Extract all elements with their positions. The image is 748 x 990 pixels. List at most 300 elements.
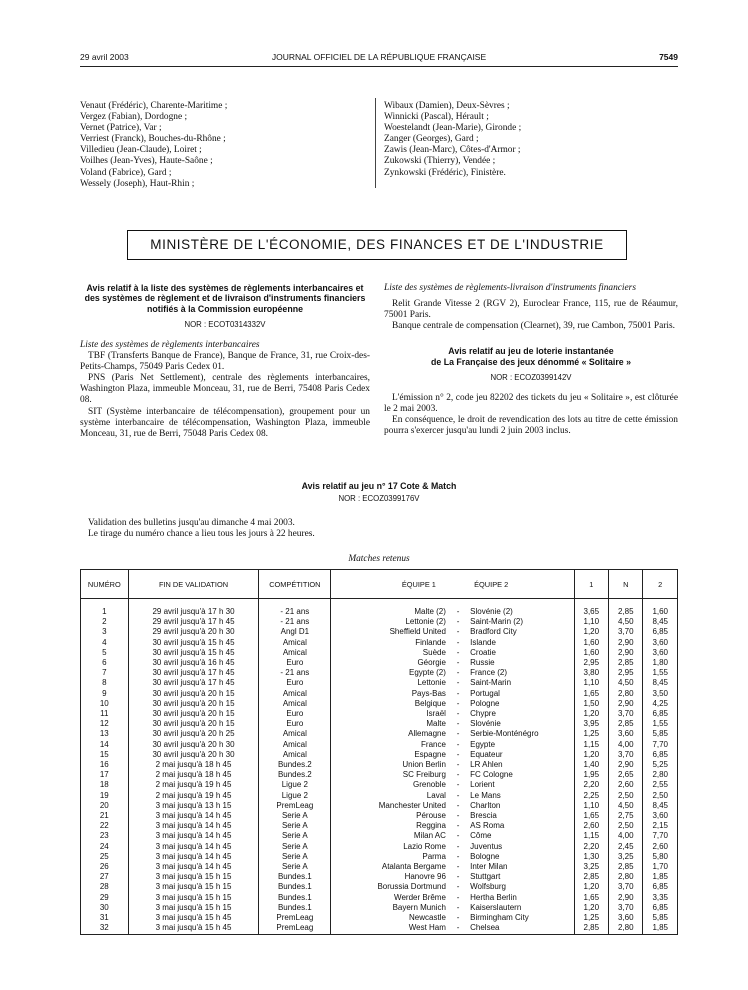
validation-deadline: 3 mai jusqu'à 15 h 15	[128, 882, 259, 892]
matches-caption: Matches retenus	[348, 554, 410, 564]
competition: Bundes.1	[259, 903, 331, 913]
validation-deadline: 3 mai jusqu'à 15 h 15	[128, 872, 259, 882]
table-row	[81, 791, 678, 801]
team-separator: -	[456, 892, 460, 902]
team-separator: -	[456, 800, 460, 810]
avis2-paragraph: L'émission n° 2, code jeu 82202 des tickets du jeu « Solitaire », est clôturée le 2 mai 2003.	[384, 393, 678, 415]
odds-1: 1,15	[574, 831, 608, 841]
competition: Serie A	[259, 811, 331, 821]
team-separator: -	[456, 841, 460, 851]
team-2: Equateur	[466, 750, 574, 760]
odds-1: 1,20	[574, 882, 608, 892]
odds-n: 3,70	[609, 903, 643, 913]
odds-n: 2,90	[609, 648, 643, 658]
odds-n: 3,70	[609, 750, 643, 760]
team-separator: -	[456, 607, 460, 616]
odds-2: 1,85	[643, 923, 678, 934]
table-row	[81, 903, 678, 913]
odds-2: 3,35	[643, 893, 678, 903]
avis3-nor: NOR : ECOZ0399176V	[338, 494, 420, 504]
competition: Euro	[259, 658, 331, 668]
page-header	[80, 52, 678, 66]
column-divider	[375, 98, 376, 188]
matches-table	[80, 569, 678, 935]
odds-2: 5,80	[643, 852, 678, 862]
odds-n: 2,85	[609, 658, 643, 668]
competition: Angl D1	[259, 627, 331, 637]
odds-1: 2,60	[574, 821, 608, 831]
avis2-title-line2: de La Française des jeux dénommé « Solitaire »	[431, 356, 631, 367]
validation-deadline: 30 avril jusqu'à 17 h 45	[128, 668, 259, 678]
competition: Amical	[259, 648, 331, 658]
table-row	[81, 872, 678, 882]
header-rule	[80, 66, 678, 67]
team-separator: -	[456, 760, 460, 770]
odds-2: 6,85	[643, 709, 678, 719]
odds-2: 6,85	[643, 903, 678, 913]
table-row	[81, 638, 678, 648]
odds-n: 2,80	[609, 923, 643, 934]
team-2: LR Ahlen	[466, 760, 574, 770]
odds-1: 1,15	[574, 740, 608, 750]
match-number: 19	[81, 791, 129, 801]
match-number: 11	[81, 709, 129, 719]
avis1-paragraph: TBF (Transferts Banque de France), Banque de France, 31, rue Croix-des-Petits-Champs, 75049 Paris Cedex 01.	[80, 351, 370, 373]
odds-1: 2,20	[574, 842, 608, 852]
odds-2: 7,70	[643, 740, 678, 750]
match-number: 13	[81, 729, 129, 739]
names-list-right	[384, 101, 674, 179]
table-row	[81, 882, 678, 892]
team-1: Milan AC	[331, 831, 450, 841]
table-row	[81, 923, 678, 934]
competition: PremLeag	[259, 913, 331, 923]
name-entry: Vernet (Patrice), Var ;	[80, 123, 162, 134]
match-number: 26	[81, 862, 129, 872]
avis2-title-line1: Avis relatif au jeu de loterie instantanée	[448, 346, 614, 357]
competition: Serie A	[259, 862, 331, 872]
match-number: 16	[81, 760, 129, 770]
validation-deadline: 3 mai jusqu'à 14 h 45	[128, 821, 259, 831]
table-row	[81, 780, 678, 790]
table-row	[81, 648, 678, 658]
table-row	[81, 627, 678, 637]
team-separator: -	[456, 872, 460, 882]
odds-n: 2,85	[609, 599, 643, 618]
match-number: 25	[81, 852, 129, 862]
odds-2: 2,15	[643, 821, 678, 831]
validation-deadline: 2 mai jusqu'à 19 h 45	[128, 791, 259, 801]
odds-1: 1,10	[574, 617, 608, 627]
team-separator: -	[456, 637, 460, 647]
validation-deadline: 3 mai jusqu'à 14 h 45	[128, 831, 259, 841]
match-number: 9	[81, 689, 129, 699]
table-row	[81, 658, 678, 668]
odds-2: 1,80	[643, 658, 678, 668]
match-number: 22	[81, 821, 129, 831]
validation-deadline: 2 mai jusqu'à 18 h 45	[128, 770, 259, 780]
team-2: Bradford City	[466, 627, 574, 637]
competition: Euro	[259, 719, 331, 729]
team-1: Reggina	[331, 821, 450, 831]
validation-deadline: 3 mai jusqu'à 14 h 45	[128, 842, 259, 852]
odds-2: 4,25	[643, 699, 678, 709]
odds-1: 3,65	[574, 599, 608, 618]
match-number: 6	[81, 658, 129, 668]
table-row	[81, 831, 678, 841]
odds-1: 1,60	[574, 648, 608, 658]
match-number: 5	[81, 648, 129, 658]
avis3-heading	[80, 481, 678, 503]
validation-deadline: 3 mai jusqu'à 15 h 15	[128, 903, 259, 913]
team-1: Belgique	[331, 699, 450, 709]
avis1-nor: NOR : ECOT0314332V	[184, 319, 266, 329]
validation-deadline: 29 avril jusqu'à 17 h 30	[128, 599, 259, 618]
odds-n: 3,70	[609, 709, 643, 719]
team-separator: -	[456, 821, 460, 831]
validation-deadline: 30 avril jusqu'à 20 h 30	[128, 740, 259, 750]
name-entry: Zukowski (Thierry), Vendée ;	[384, 156, 496, 167]
odds-1: 1,65	[574, 893, 608, 903]
name-entry: Voilhes (Jean-Yves), Haute-Saône ;	[80, 156, 213, 167]
table-row	[81, 852, 678, 862]
validation-deadline: 3 mai jusqu'à 13 h 15	[128, 801, 259, 811]
match-number: 24	[81, 842, 129, 852]
odds-1: 1,20	[574, 709, 608, 719]
validation-deadline: 30 avril jusqu'à 15 h 45	[128, 648, 259, 658]
team-separator: -	[456, 831, 460, 841]
odds-2: 5,85	[643, 729, 678, 739]
match-number: 15	[81, 750, 129, 760]
team-1: Hanovre 96	[331, 872, 450, 882]
team-2: Russie	[466, 658, 574, 668]
table-row	[81, 913, 678, 923]
team-2: Birmingham City	[466, 913, 574, 923]
header-team1: ÉQUIPE 1	[331, 570, 450, 599]
match-number: 28	[81, 882, 129, 892]
team-separator: -	[456, 811, 460, 821]
competition: Amical	[259, 729, 331, 739]
odds-n: 4,00	[609, 831, 643, 841]
table-header-row	[81, 570, 678, 599]
avis1-paragraph: PNS (Paris Net Settlement), centrale des règlements interbancaires, Washington Plaza, immeuble Monceau, 31, rue de Berri, 75408 Paris Cedex 08.	[80, 373, 370, 406]
name-entry: Zawis (Jean-Marc), Côtes-d'Armor ;	[384, 145, 521, 156]
match-number: 4	[81, 638, 129, 648]
team-2: Le Mans	[466, 791, 574, 801]
team-2: Juventus	[466, 842, 574, 852]
team-separator: -	[450, 923, 466, 934]
header-title: JOURNAL OFFICIEL DE LA RÉPUBLIQUE FRANÇAISE	[271, 52, 487, 62]
team-separator: -	[456, 617, 460, 627]
validation-deadline: 30 avril jusqu'à 20 h 15	[128, 709, 259, 719]
odds-1: 3,80	[574, 668, 608, 678]
odds-2: 2,80	[643, 770, 678, 780]
validation-deadline: 29 avril jusqu'à 20 h 30	[128, 627, 259, 637]
team-2: Wolfsburg	[466, 882, 574, 892]
team-1: Bayern Munich	[331, 903, 450, 913]
name-entry: Winnicki (Pascal), Hérault ;	[384, 112, 489, 123]
odds-2: 1,85	[643, 872, 678, 882]
odds-1: 1,95	[574, 770, 608, 780]
odds-n: 2,65	[609, 770, 643, 780]
validation-deadline: 30 avril jusqu'à 20 h 25	[128, 729, 259, 739]
odds-1: 2,85	[574, 872, 608, 882]
table-row	[81, 668, 678, 678]
header-validation: FIN DE VALIDATION	[128, 570, 259, 599]
odds-1: 1,60	[574, 638, 608, 648]
team-1: Laval	[331, 791, 450, 801]
table-row	[81, 617, 678, 627]
competition: PremLeag	[259, 923, 331, 934]
odds-n: 2,85	[609, 862, 643, 872]
odds-1: 1,20	[574, 627, 608, 637]
avis1-right-paragraph: Banque centrale de compensation (Clearnet), 39, rue Cambon, 75001 Paris.	[392, 321, 675, 332]
team-2: Kaiserslautern	[466, 903, 574, 913]
odds-1: 1,30	[574, 852, 608, 862]
match-number: 12	[81, 719, 129, 729]
header-odds-1: 1	[574, 570, 608, 599]
validation-deadline: 30 avril jusqu'à 20 h 30	[128, 750, 259, 760]
match-number: 2	[81, 617, 129, 627]
table-row	[81, 862, 678, 872]
team-2: Chelsea	[466, 923, 574, 934]
competition: - 21 ans	[259, 617, 331, 627]
avis1-right-paragraph: Relit Grande Vitesse 2 (RGV 2), Euroclear France, 115, rue de Réaumur, 75001 Paris.	[384, 299, 678, 321]
odds-n: 2,95	[609, 668, 643, 678]
odds-2: 1,70	[643, 862, 678, 872]
team-1: Espagne	[331, 750, 450, 760]
odds-1: 1,65	[574, 811, 608, 821]
avis2-paragraph: En conséquence, le droit de revendication des lots au titre de cette émission pourra s'exercer jusqu'au lundi 2 juin 2003 inclus.	[384, 415, 678, 437]
team-1: Werder Brême	[331, 893, 450, 903]
validation-deadline: 30 avril jusqu'à 20 h 15	[128, 719, 259, 729]
team-2: Islande	[466, 638, 574, 648]
competition: PremLeag	[259, 801, 331, 811]
odds-2: 2,60	[643, 842, 678, 852]
matches-table-body	[81, 599, 678, 935]
team-2: Brescia	[466, 811, 574, 821]
competition: - 21 ans	[259, 599, 331, 618]
team-1: Lettonie	[331, 678, 450, 688]
team-2: Hertha Berlin	[466, 893, 574, 903]
match-number: 8	[81, 678, 129, 688]
header-odds-n: N	[609, 570, 643, 599]
header-page-number: 7549	[659, 52, 678, 62]
table-row	[81, 770, 678, 780]
validation-deadline: 2 mai jusqu'à 19 h 45	[128, 780, 259, 790]
team-1: Malte	[331, 719, 450, 729]
competition: Amical	[259, 740, 331, 750]
header-team2: ÉQUIPE 2	[466, 570, 574, 599]
name-entry: Villedieu (Jean-Claude), Loiret ;	[80, 145, 202, 156]
odds-2: 2,50	[643, 791, 678, 801]
match-number: 31	[81, 913, 129, 923]
odds-n: 3,70	[609, 627, 643, 637]
odds-n: 3,60	[609, 913, 643, 923]
team-2: Chypre	[466, 709, 574, 719]
odds-2: 3,60	[643, 638, 678, 648]
table-row	[81, 699, 678, 709]
avis3-title: Avis relatif au jeu n° 17 Cote & Match	[301, 481, 457, 491]
team-separator: -	[456, 882, 460, 892]
match-number: 17	[81, 770, 129, 780]
avis1-right-subtitle: Liste des systèmes de règlements-livraison d'instruments financiers	[384, 283, 636, 293]
team-2: Côme	[466, 831, 574, 841]
odds-2: 8,45	[643, 617, 678, 627]
team-1: Lazio Rome	[331, 842, 450, 852]
odds-2: 7,70	[643, 831, 678, 841]
odds-2: 1,55	[643, 719, 678, 729]
name-entry: Zanger (Georges), Gard ;	[384, 134, 479, 145]
name-entry: Wibaux (Damien), Deux-Sèvres ;	[384, 101, 510, 111]
avis3-paragraph: Le tirage du numéro chance a lieu tous les jours à 22 heures.	[88, 529, 315, 540]
odds-n: 3,60	[609, 729, 643, 739]
validation-deadline: 3 mai jusqu'à 14 h 45	[128, 862, 259, 872]
table-row	[81, 709, 678, 719]
odds-1: 2,85	[574, 923, 608, 934]
match-number: 29	[81, 893, 129, 903]
odds-1: 2,20	[574, 780, 608, 790]
team-separator: -	[456, 719, 460, 729]
odds-1: 2,95	[574, 658, 608, 668]
team-1: Allemagne	[331, 729, 450, 739]
competition: Serie A	[259, 831, 331, 841]
table-row	[81, 842, 678, 852]
team-1: Egypte (2)	[331, 668, 450, 678]
odds-n: 2,90	[609, 893, 643, 903]
competition: Serie A	[259, 852, 331, 862]
match-number: 3	[81, 627, 129, 637]
name-entry: Voland (Fabrice), Gard ;	[80, 167, 172, 178]
header-odds-2: 2	[643, 570, 678, 599]
team-2: Bologne	[466, 852, 574, 862]
odds-1: 2,25	[574, 791, 608, 801]
validation-deadline: 30 avril jusqu'à 17 h 45	[128, 678, 259, 688]
table-row	[81, 811, 678, 821]
name-entry: Vergez (Fabian), Dordogne ;	[80, 112, 188, 123]
odds-n: 2,60	[609, 780, 643, 790]
odds-1: 1,10	[574, 801, 608, 811]
competition: Serie A	[259, 821, 331, 831]
match-number: 14	[81, 740, 129, 750]
team-1: Suède	[331, 648, 450, 658]
odds-n: 2,90	[609, 699, 643, 709]
team-1: SC Freiburg	[331, 770, 450, 780]
table-row	[81, 719, 678, 729]
odds-n: 3,25	[609, 852, 643, 862]
validation-deadline: 3 mai jusqu'à 15 h 15	[128, 893, 259, 903]
odds-n: 2,80	[609, 872, 643, 882]
competition: Ligue 2	[259, 791, 331, 801]
team-2: Egypte	[466, 740, 574, 750]
team-1: Malte (2)	[331, 599, 450, 618]
validation-deadline: 30 avril jusqu'à 20 h 15	[128, 699, 259, 709]
validation-deadline: 3 mai jusqu'à 15 h 45	[128, 913, 259, 923]
competition: Euro	[259, 678, 331, 688]
validation-deadline: 3 mai jusqu'à 15 h 45	[128, 923, 259, 934]
odds-2: 5,25	[643, 760, 678, 770]
match-number: 27	[81, 872, 129, 882]
odds-n: 2,45	[609, 842, 643, 852]
ministry-heading: MINISTÈRE DE L'ÉCONOMIE, DES FINANCES ET DE L'INDUSTRIE	[127, 230, 627, 260]
match-number: 32	[81, 923, 129, 934]
odds-1: 1,50	[574, 699, 608, 709]
validation-deadline: 3 mai jusqu'à 14 h 45	[128, 852, 259, 862]
validation-deadline: 30 avril jusqu'à 15 h 45	[128, 638, 259, 648]
table-row	[81, 750, 678, 760]
match-number: 21	[81, 811, 129, 821]
odds-n: 2,90	[609, 760, 643, 770]
odds-2: 6,85	[643, 750, 678, 760]
header-numero: NUMÉRO	[81, 570, 129, 599]
odds-2: 8,45	[643, 801, 678, 811]
team-2: Pologne	[466, 699, 574, 709]
team-2: Lorient	[466, 780, 574, 790]
team-1: Lettonie (2)	[331, 617, 450, 627]
name-entry: Verriest (Franck), Bouches-du-Rhône ;	[80, 134, 226, 145]
competition: Bundes.1	[259, 872, 331, 882]
validation-deadline: 3 mai jusqu'à 14 h 45	[128, 811, 259, 821]
match-number: 30	[81, 903, 129, 913]
odds-2: 8,45	[643, 678, 678, 688]
header-competition: COMPÉTITION	[259, 570, 331, 599]
team-separator: -	[456, 770, 460, 780]
table-row	[81, 729, 678, 739]
odds-1: 3,95	[574, 719, 608, 729]
team-2: Stuttgart	[466, 872, 574, 882]
odds-2: 6,85	[643, 627, 678, 637]
team-separator: -	[456, 790, 460, 800]
competition: Bundes.2	[259, 760, 331, 770]
team-2: FC Cologne	[466, 770, 574, 780]
team-1: West Ham	[331, 923, 450, 934]
table-row	[81, 760, 678, 770]
odds-n: 4,50	[609, 678, 643, 688]
name-entry: Venaut (Frédéric), Charente-Maritime ;	[80, 101, 228, 111]
name-entry: Wessely (Joseph), Haut-Rhin ;	[80, 178, 195, 189]
team-2: Charlton	[466, 801, 574, 811]
team-1: France	[331, 740, 450, 750]
name-entry: Woestelandt (Jean-Marie), Gironde ;	[384, 123, 522, 134]
odds-1: 1,25	[574, 729, 608, 739]
names-list-left	[80, 101, 370, 190]
odds-n: 2,80	[609, 689, 643, 699]
team-2: France (2)	[466, 668, 574, 678]
odds-2: 2,55	[643, 780, 678, 790]
team-separator: -	[456, 851, 460, 861]
avis2-nor: NOR : ECOZ0399142V	[490, 372, 572, 382]
odds-2: 3,50	[643, 689, 678, 699]
header-spacer	[450, 570, 466, 599]
team-separator: -	[456, 780, 460, 790]
team-separator: -	[456, 709, 460, 719]
competition: Ligue 2	[259, 780, 331, 790]
team-separator: -	[456, 647, 460, 657]
avis1-title: Avis relatif à la liste des systèmes de règlements interbancaires et des systèmes de règlement et de livraison d'instruments financiers notifiés à la Commission européenne	[84, 283, 366, 314]
competition: Amical	[259, 699, 331, 709]
table-row	[81, 689, 678, 699]
team-2: Slovénie	[466, 719, 574, 729]
team-2: Inter Milan	[466, 862, 574, 872]
competition: Bundes.1	[259, 893, 331, 903]
team-1: Sheffield United	[331, 627, 450, 637]
team-1: Borussia Dortmund	[331, 882, 450, 892]
team-1: Manchester United	[331, 801, 450, 811]
odds-2: 3,60	[643, 648, 678, 658]
competition: Amical	[259, 750, 331, 760]
competition: - 21 ans	[259, 668, 331, 678]
competition: Euro	[259, 709, 331, 719]
